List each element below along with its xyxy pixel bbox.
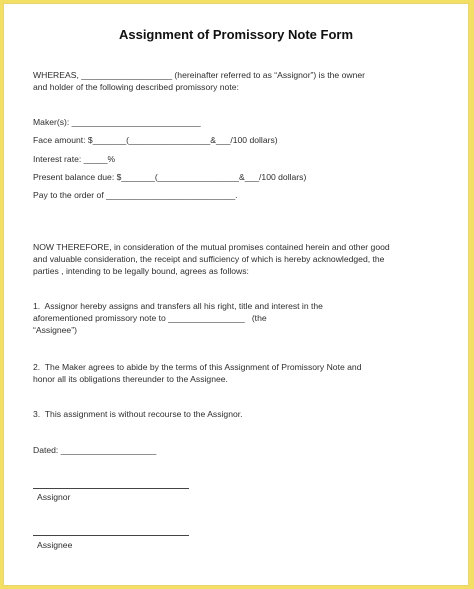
whereas-line-1: WHEREAS, ___________________ (hereinafter referred to as “Assignor”) is the owner (33, 70, 365, 80)
assignee-label: Assignee (37, 540, 73, 550)
clause-1-line-3: “Assignee”) (33, 325, 77, 335)
face-amount-field: Face amount: $_______(_________________&___/100 dollars) (33, 135, 278, 145)
therefore-line-3: parties , intending to be legally bound, agrees as follows: (33, 266, 249, 276)
clause-2-line-2: honor all its obligations thereunder to the Assignee. (33, 374, 228, 384)
pay-to-order-field: Pay to the order of ___________________________. (33, 190, 238, 200)
whereas-line-2: and holder of the following described promissory note: (33, 82, 239, 92)
makers-field: Maker(s): ___________________________ (33, 117, 201, 127)
page-title: Assignment of Promissory Note Form (118, 27, 354, 42)
assignor-label: Assignor (37, 492, 71, 502)
clause-3: 3. This assignment is without recourse to the Assignor. (33, 409, 243, 419)
therefore-line-2: and valuable consideration, the receipt and sufficiency of which is hereby acknowledged, the (33, 254, 385, 264)
dated-field: Dated: ____________________ (33, 445, 157, 455)
assignor-signature-line (33, 488, 189, 489)
interest-rate-field: Interest rate: _____% (33, 154, 116, 164)
clause-1-line-2: aforementioned promissory note to ________________ (the (33, 313, 267, 323)
assignee-signature-line (33, 535, 189, 536)
clause-2-line-1: 2. The Maker agrees to abide by the terms of this Assignment of Promissory Note and (33, 362, 362, 372)
document-page (3, 3, 469, 586)
present-balance-field: Present balance due: $_______(_________________&___/100 dollars) (33, 172, 307, 182)
therefore-line-1: NOW THEREFORE, in consideration of the mutual promises contained herein and other good (33, 242, 390, 252)
clause-1-line-1: 1. Assignor hereby assigns and transfers all his right, title and interest in the (33, 301, 323, 311)
